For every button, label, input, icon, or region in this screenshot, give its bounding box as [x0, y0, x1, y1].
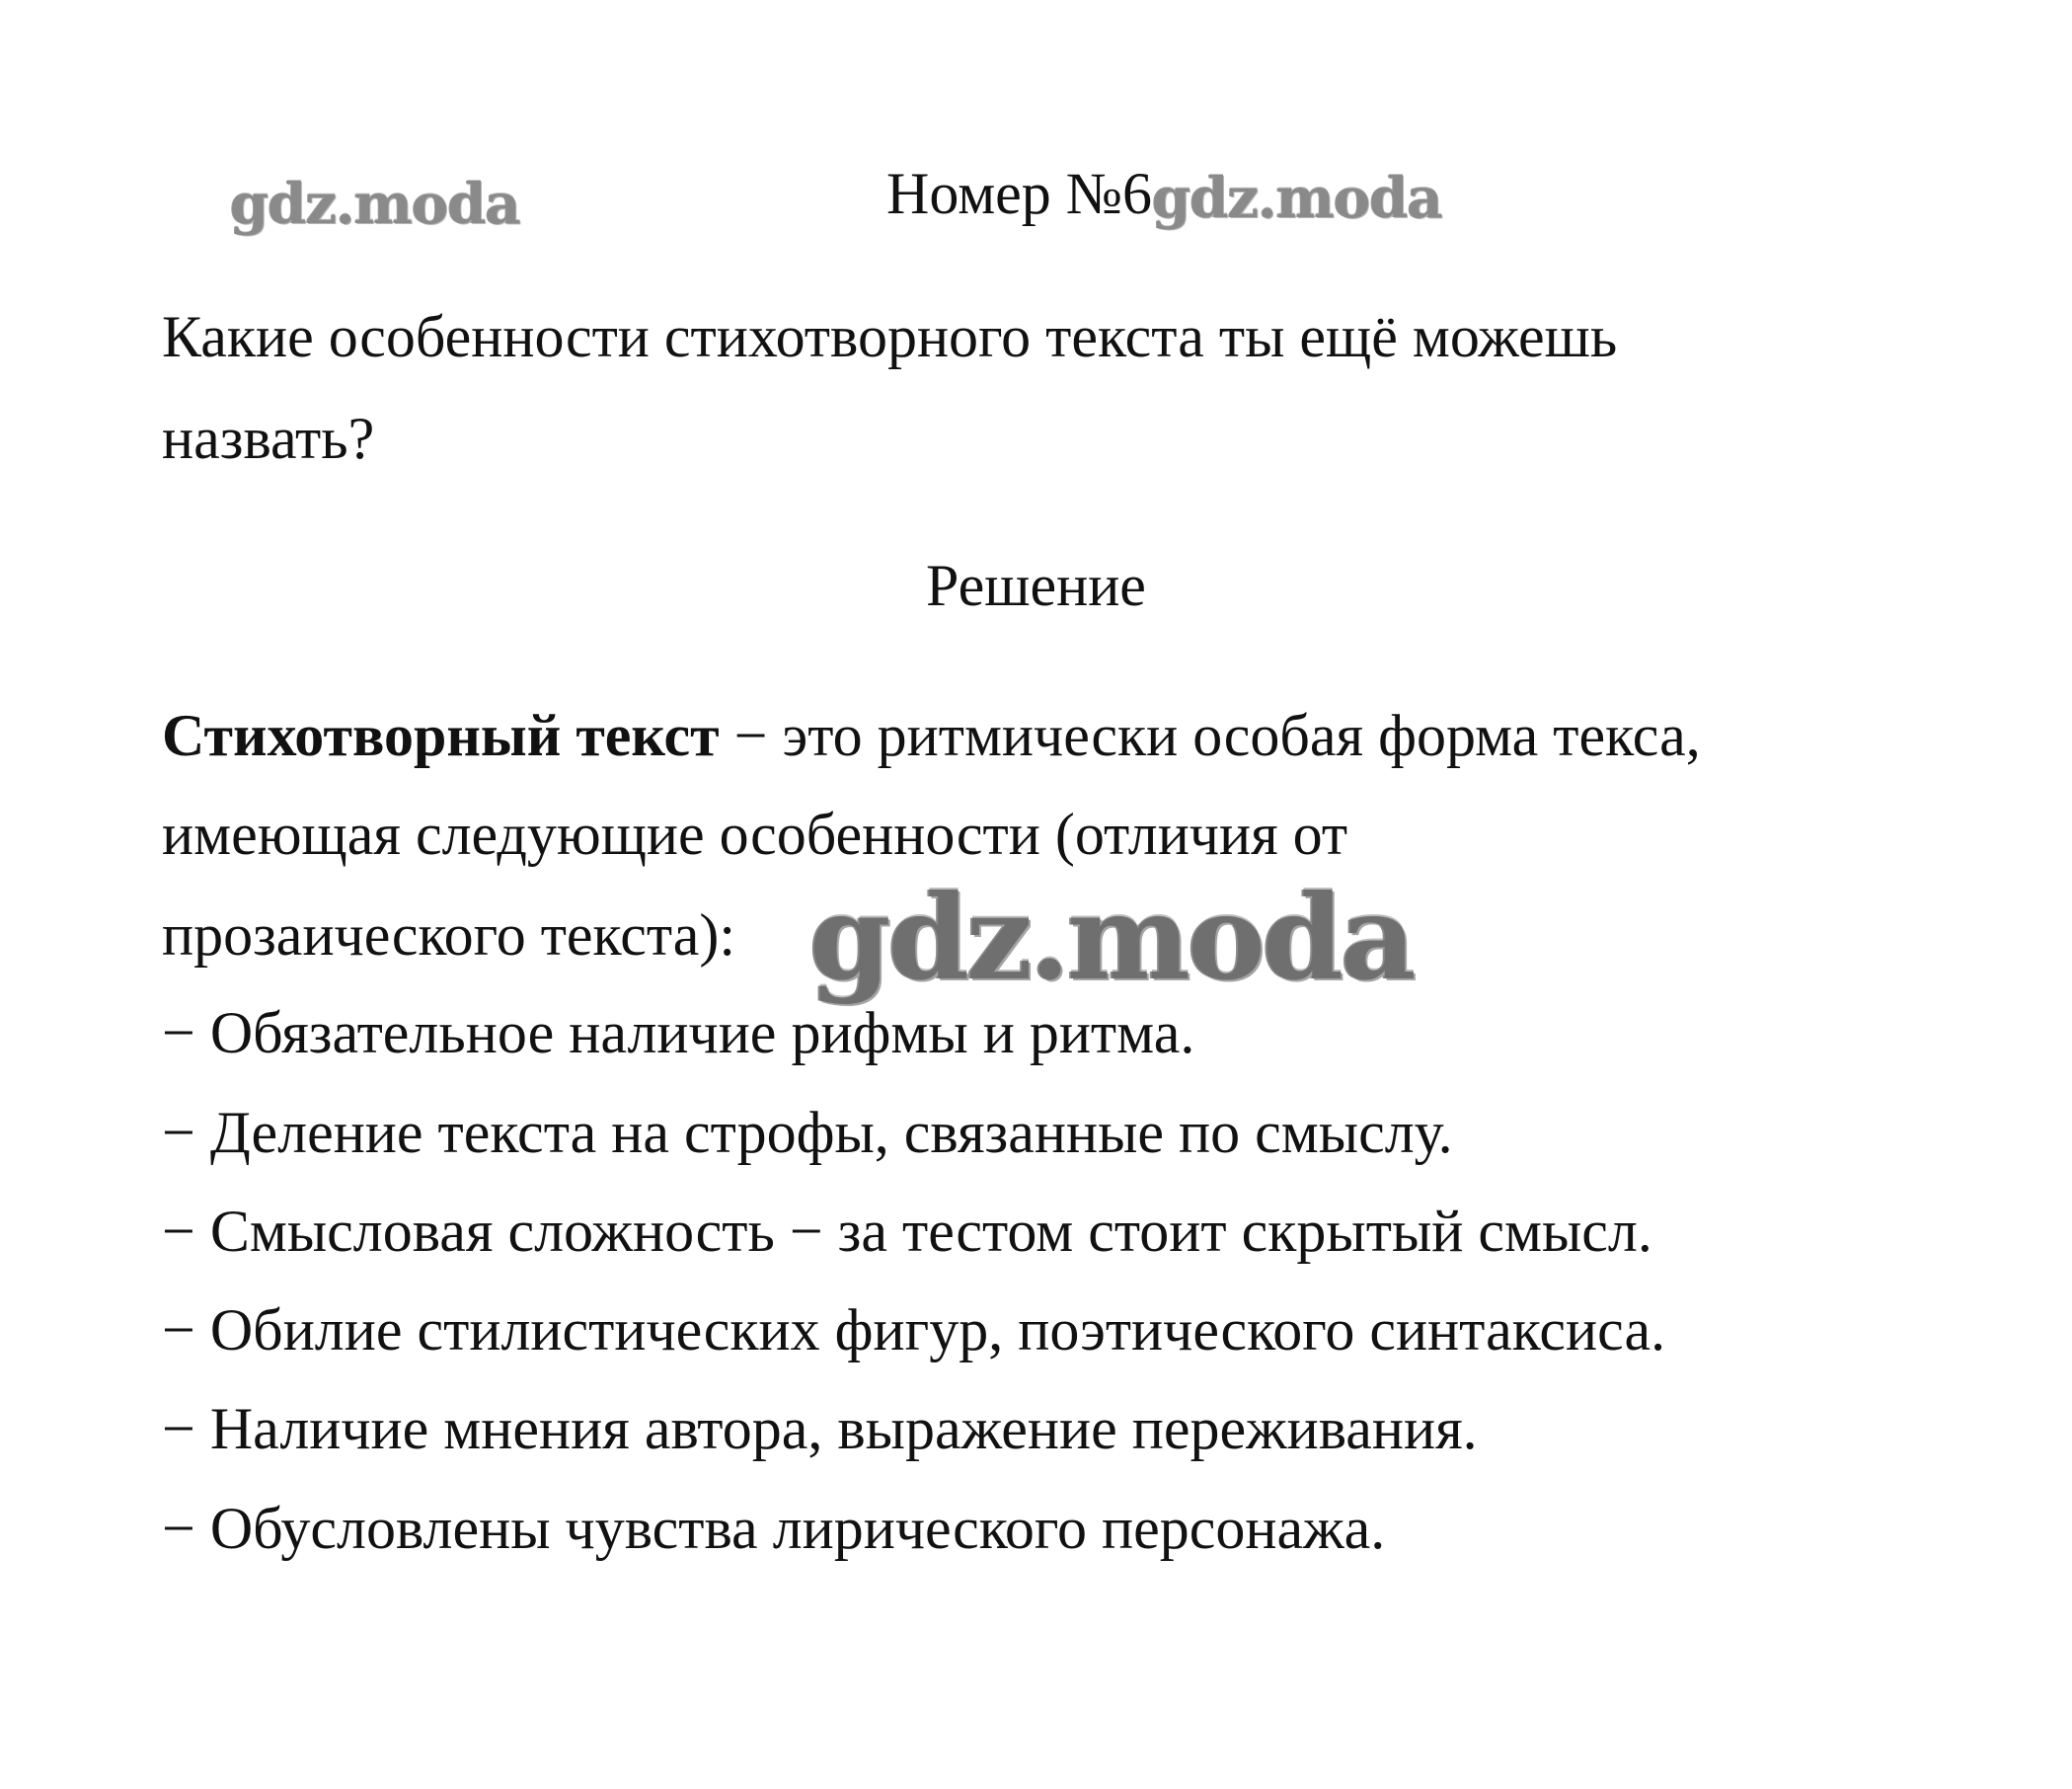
feature-item: − Смысловая сложность − за тестом стоит скрытый смысл. [162, 1199, 1652, 1264]
feature-item: − Обязательное наличие рифмы и ритма. [162, 1000, 1195, 1065]
definition-text: − это ритмически особая форма текса, [719, 703, 1701, 768]
page-title-text: Номер №6 [886, 161, 1153, 226]
definition-term: Стихотворный текст [162, 703, 720, 768]
feature-item: − Деление текста на строфы, связанные по смыслу. [162, 1100, 1453, 1165]
feature-item: − Наличие мнения автора, выражение переживания. [162, 1396, 1478, 1461]
feature-item: − Обусловлены чувства лирического персонажа. [162, 1496, 1386, 1561]
definition-line-3: прозаического текста): [162, 902, 736, 968]
question-line-2: назвать? [162, 406, 375, 471]
definition-line-2: имеющая следующие особенности (отличия от [162, 802, 1348, 867]
watermark-logo-left: gdz.moda [230, 172, 520, 237]
definition-line [162, 703, 1701, 768]
page-title [886, 161, 1442, 231]
solution-heading: Решение [926, 553, 1146, 618]
watermark-logo-center: gdz.moda [809, 869, 1414, 1006]
question-line-1: Какие особенности стихотворного текста ты ещё можешь [162, 304, 1618, 369]
watermark-logo-title: gdz.moda [1152, 166, 1442, 231]
feature-item: − Обилие стилистических фигур, поэтического синтаксиса. [162, 1297, 1666, 1362]
